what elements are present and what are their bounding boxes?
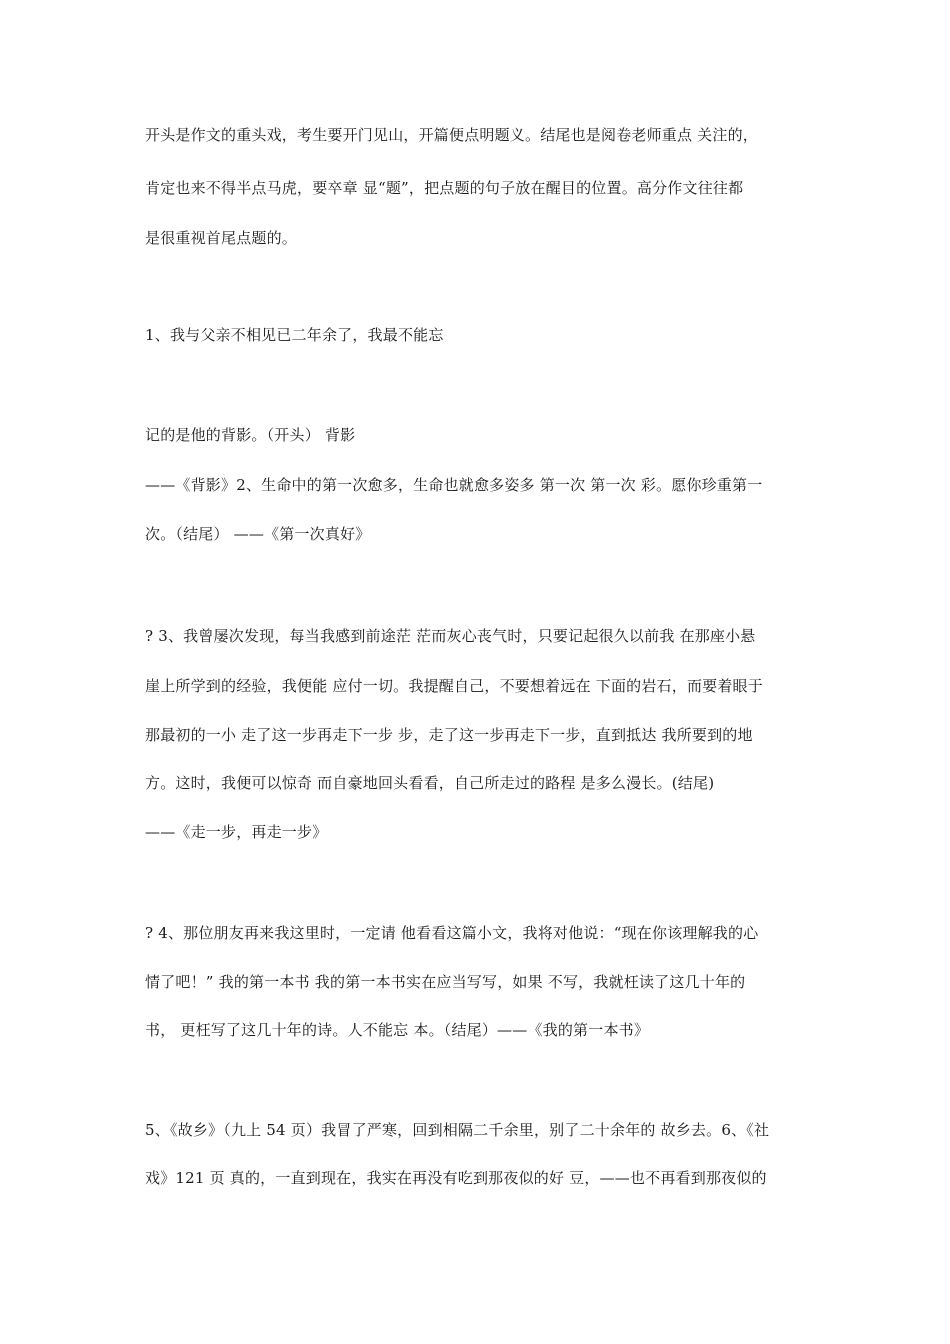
paragraph-4-line-3: 那最初的一小 走了这一步再走下一步 步，走了这一步再走下一步，直到抵达 我所要到的地	[145, 726, 753, 744]
paragraph-5-line-2: 情了吧！” 我的第一本书 我的第一本书实在应当写写，如果 不写，我就枉读了这几十年的	[145, 973, 746, 991]
paragraph-6-line-1: 5、《故乡》（九上 54 页）我冒了严寒，回到相隔二千余里，别了二十余年的 故乡去。6、《社	[145, 1121, 770, 1139]
paragraph-1-line-3: 是很重视首尾点题的。	[145, 229, 298, 247]
paragraph-3-line-2: ——《背影》2、生命中的第一次愈多，生命也就愈多姿多 第一次 第一次 彩。愿你珍重第一	[145, 476, 763, 494]
paragraph-3-line-1: 记的是他的背影。（开头） 背影	[145, 426, 356, 444]
paragraph-5-line-3: 书， 更枉写了这几十年的诗。人不能忘 本。（结尾）——《我的第一本书》	[145, 1021, 650, 1039]
paragraph-4-line-1: ? 3、我曾屡次发现，每当我感到前途茫 茫而灰心丧气时，只要记起很久以前我 在那座小悬	[145, 627, 756, 645]
paragraph-6-line-2: 戏》121 页 真的，一直到现在，我实在再没有吃到那夜似的好 豆，——也不再看到那夜似的	[145, 1169, 767, 1187]
paragraph-4-line-2: 崖上所学到的经验，我便能 应付一切。我提醒自己，不要想着远在 下面的岩石，而要着眼于	[145, 677, 763, 695]
paragraph-4-line-5: ——《走一步，再走一步》	[145, 823, 328, 841]
paragraph-4-line-4: 方。这时，我便可以惊奇 而自豪地回头看看，自己所走过的路程 是多么漫长。(结尾)	[145, 774, 715, 792]
paragraph-3-line-3: 次。（结尾） ——《第一次真好》	[145, 525, 371, 543]
paragraph-5-line-1: ? 4、那位朋友再来我这里时，一定请 他看看这篇小文，我将对他说：“现在你该理解我的心	[145, 924, 759, 942]
paragraph-2-line-1: 1、我与父亲不相见已二年余了，我最不能忘	[145, 326, 444, 344]
paragraph-1-line-1: 开头是作文的重头戏，考生要开门见山，开篇便点明题义。结尾也是阅卷老师重点 关注的，	[145, 126, 758, 144]
paragraph-1-line-2: 肯定也来不得半点马虎，要卒章 显“题”，把点题的句子放在醒目的位置。高分作文往往都	[145, 179, 744, 197]
